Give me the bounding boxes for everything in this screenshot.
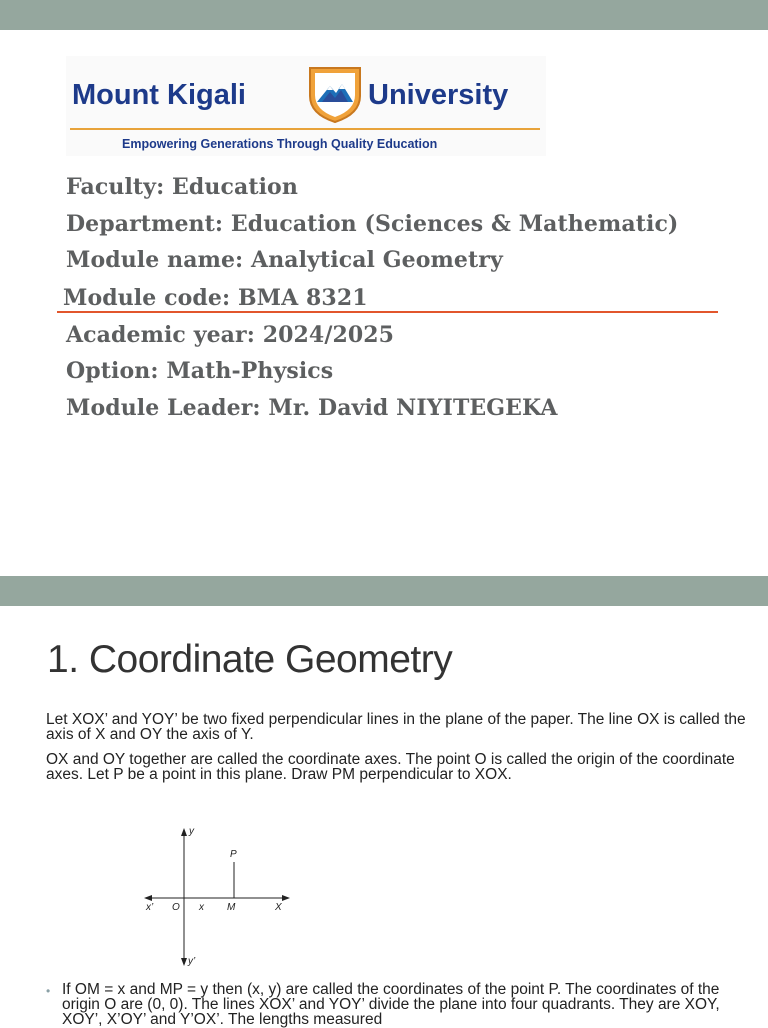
y-arrow-down [181,958,187,966]
slide-separator-band [0,576,768,606]
logo-word-university: University [368,79,509,111]
label-x: X [275,902,282,913]
module-leader-line: Module Leader: Mr. David NIYITEGEKA [66,395,558,421]
slide-top-band [0,0,768,30]
x-arrow-right [282,895,290,901]
paragraph-coordinate-axes: OX and OY together are called the coordinate axes. The point O is called the origin of the coordinate axes. Let P be a point in this plane. Draw PM perpendicular to XOX. [46,751,735,783]
department-line: Department: Education (Sciences & Mathematic) [66,211,679,237]
coordinate-axes-diagram [138,820,298,970]
academic-year-line: Academic year: 2024/2025 [66,322,395,348]
mountain-shield-icon [306,62,364,124]
logo-divider [70,128,540,130]
paragraph-axes-definition: Let XOX’ and YOY’ be two fixed perpendicular lines in the plane of the paper. The line OX is called the axis of X and OY the axis of Y. [46,711,746,743]
module-name-line: Module name: Analytical Geometry [66,247,503,273]
module-code-underline [57,311,718,313]
module-code-line: Module code: BMA 8321 [63,285,368,311]
label-y: y [189,826,194,837]
y-arrow-up [181,828,187,836]
slide-heading: 1. Coordinate Geometry [47,638,453,681]
label-p: P [230,849,237,860]
label-o: O [172,902,180,913]
faculty-line: Faculty: Education [66,174,298,200]
university-logo [66,56,546,156]
logo-tagline: Empowering Generations Through Quality Education [122,137,438,151]
label-x-prime: x’ [146,902,154,913]
label-y-prime: y’ [188,956,196,967]
option-line: Option: Math-Physics [66,358,334,384]
bullet-text: If OM = x and MP = y then (x, y) are called the coordinates of the point P. The coordinates of the origin O are (0, 0). The lines XOX’ and YOY’ divide the plane into four quadrants. They are XOY, XOY’, X’OY’ and Y’OX’. The lengths measured [62,981,720,1028]
x-arrow-left [144,895,152,901]
label-m: M [227,902,236,913]
bullet-dot: • [46,984,51,998]
logo-word-mount-kigali: Mount Kigali [72,79,246,111]
label-x-segment: x [199,902,204,913]
